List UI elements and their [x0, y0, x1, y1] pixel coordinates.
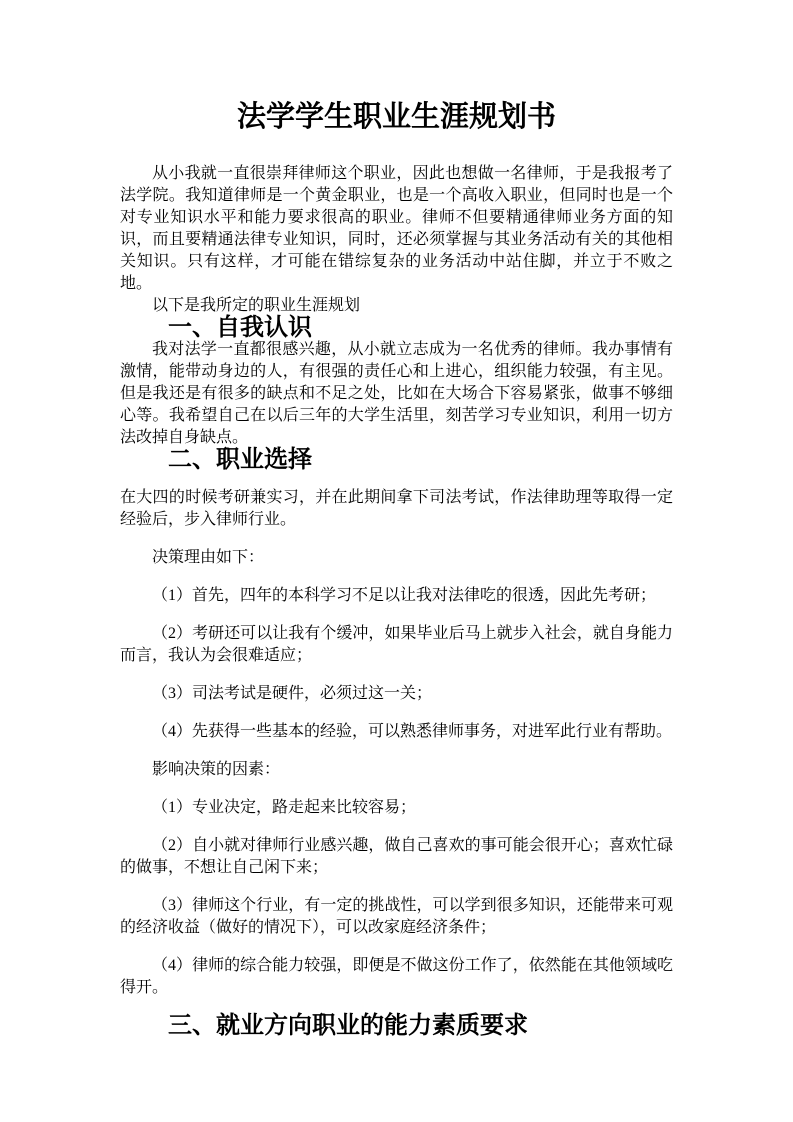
factor-item-3: （3）律师这个行业，有一定的挑战性，可以学到很多知识，还能带来可观的经济收益（做好的情况下），可以改家庭经济条件；	[120, 897, 673, 936]
document-title: 法学学生职业生涯规划书	[236, 101, 556, 133]
reason-item-2: （2）考研还可以让我有个缓冲，如果毕业后马上就步入社会，就自身能力而言，我认为会很难适应；	[120, 625, 673, 664]
factor-item-1: （1）专业决定，路走起来比较容易；	[152, 799, 417, 816]
factor-item-2: （2）自小就对律师行业感兴趣，做自己喜欢的事可能会很开心；喜欢忙碌的做事，不想让自己闲下来；	[120, 837, 673, 876]
factors-lead-in: 影响决策的因素：	[152, 761, 281, 778]
reason-item-3: （3）司法考试是硬件，必须过这一关；	[152, 685, 433, 702]
intro-paragraph: 从小我就一直很崇拜律师这个职业，因此也想做一名律师，于是我报考了法学院。我知道律师是一个黄金职业，也是一个高收入职业，但同时也是一个对专业知识水平和能力要求很高的职业。律师不但要精通律师业务方面的知识，而且要精通法律专业知识，同时，还必须掌握与其业务活动有关的其他相关知识。只有这样，才可能在错综复杂的业务活动中站住脚，并立于不败之地。	[120, 165, 673, 292]
factor-item-4: （4）律师的综合能力较强，即便是不做这份工作了，依然能在其他领域吃得开。	[120, 957, 673, 996]
reasons-lead-in: 决策理由如下：	[152, 549, 265, 566]
self-awareness-paragraph: 我对法学一直都很感兴趣，从小就立志成为一名优秀的律师。我办事情有激情，能带动身边的人，有很强的责任心和上进心，组织能力较强，有主见。但是我还是有很多的缺点和不足之处，比如在大场合下容易紧张，做事不够细心等。我希望自己在以后三年的大学生活里，刻苦学习专业知识，利用一切方法改掉自身缺点。	[120, 341, 673, 446]
section-heading-ability-requirements: 三、就业方向职业的能力素质要求	[168, 1013, 528, 1039]
plan-lead-in: 以下是我所定的职业生涯规划	[152, 297, 361, 314]
section-heading-career-choice: 二、职业选择	[168, 447, 312, 473]
reason-item-4: （4）先获得一些基本的经验，可以熟悉律师事务，对进军此行业有帮助。	[152, 723, 673, 740]
reason-item-1: （1）首先，四年的本科学习不足以让我对法律吃的很透，因此先考研；	[152, 587, 657, 604]
section-heading-self-awareness: 一、自我认识	[168, 315, 312, 341]
career-choice-paragraph: 在大四的时候考研兼实习，并在此期间拿下司法考试，作法律助理等取得一定经验后，步入律师行业。	[120, 489, 673, 528]
